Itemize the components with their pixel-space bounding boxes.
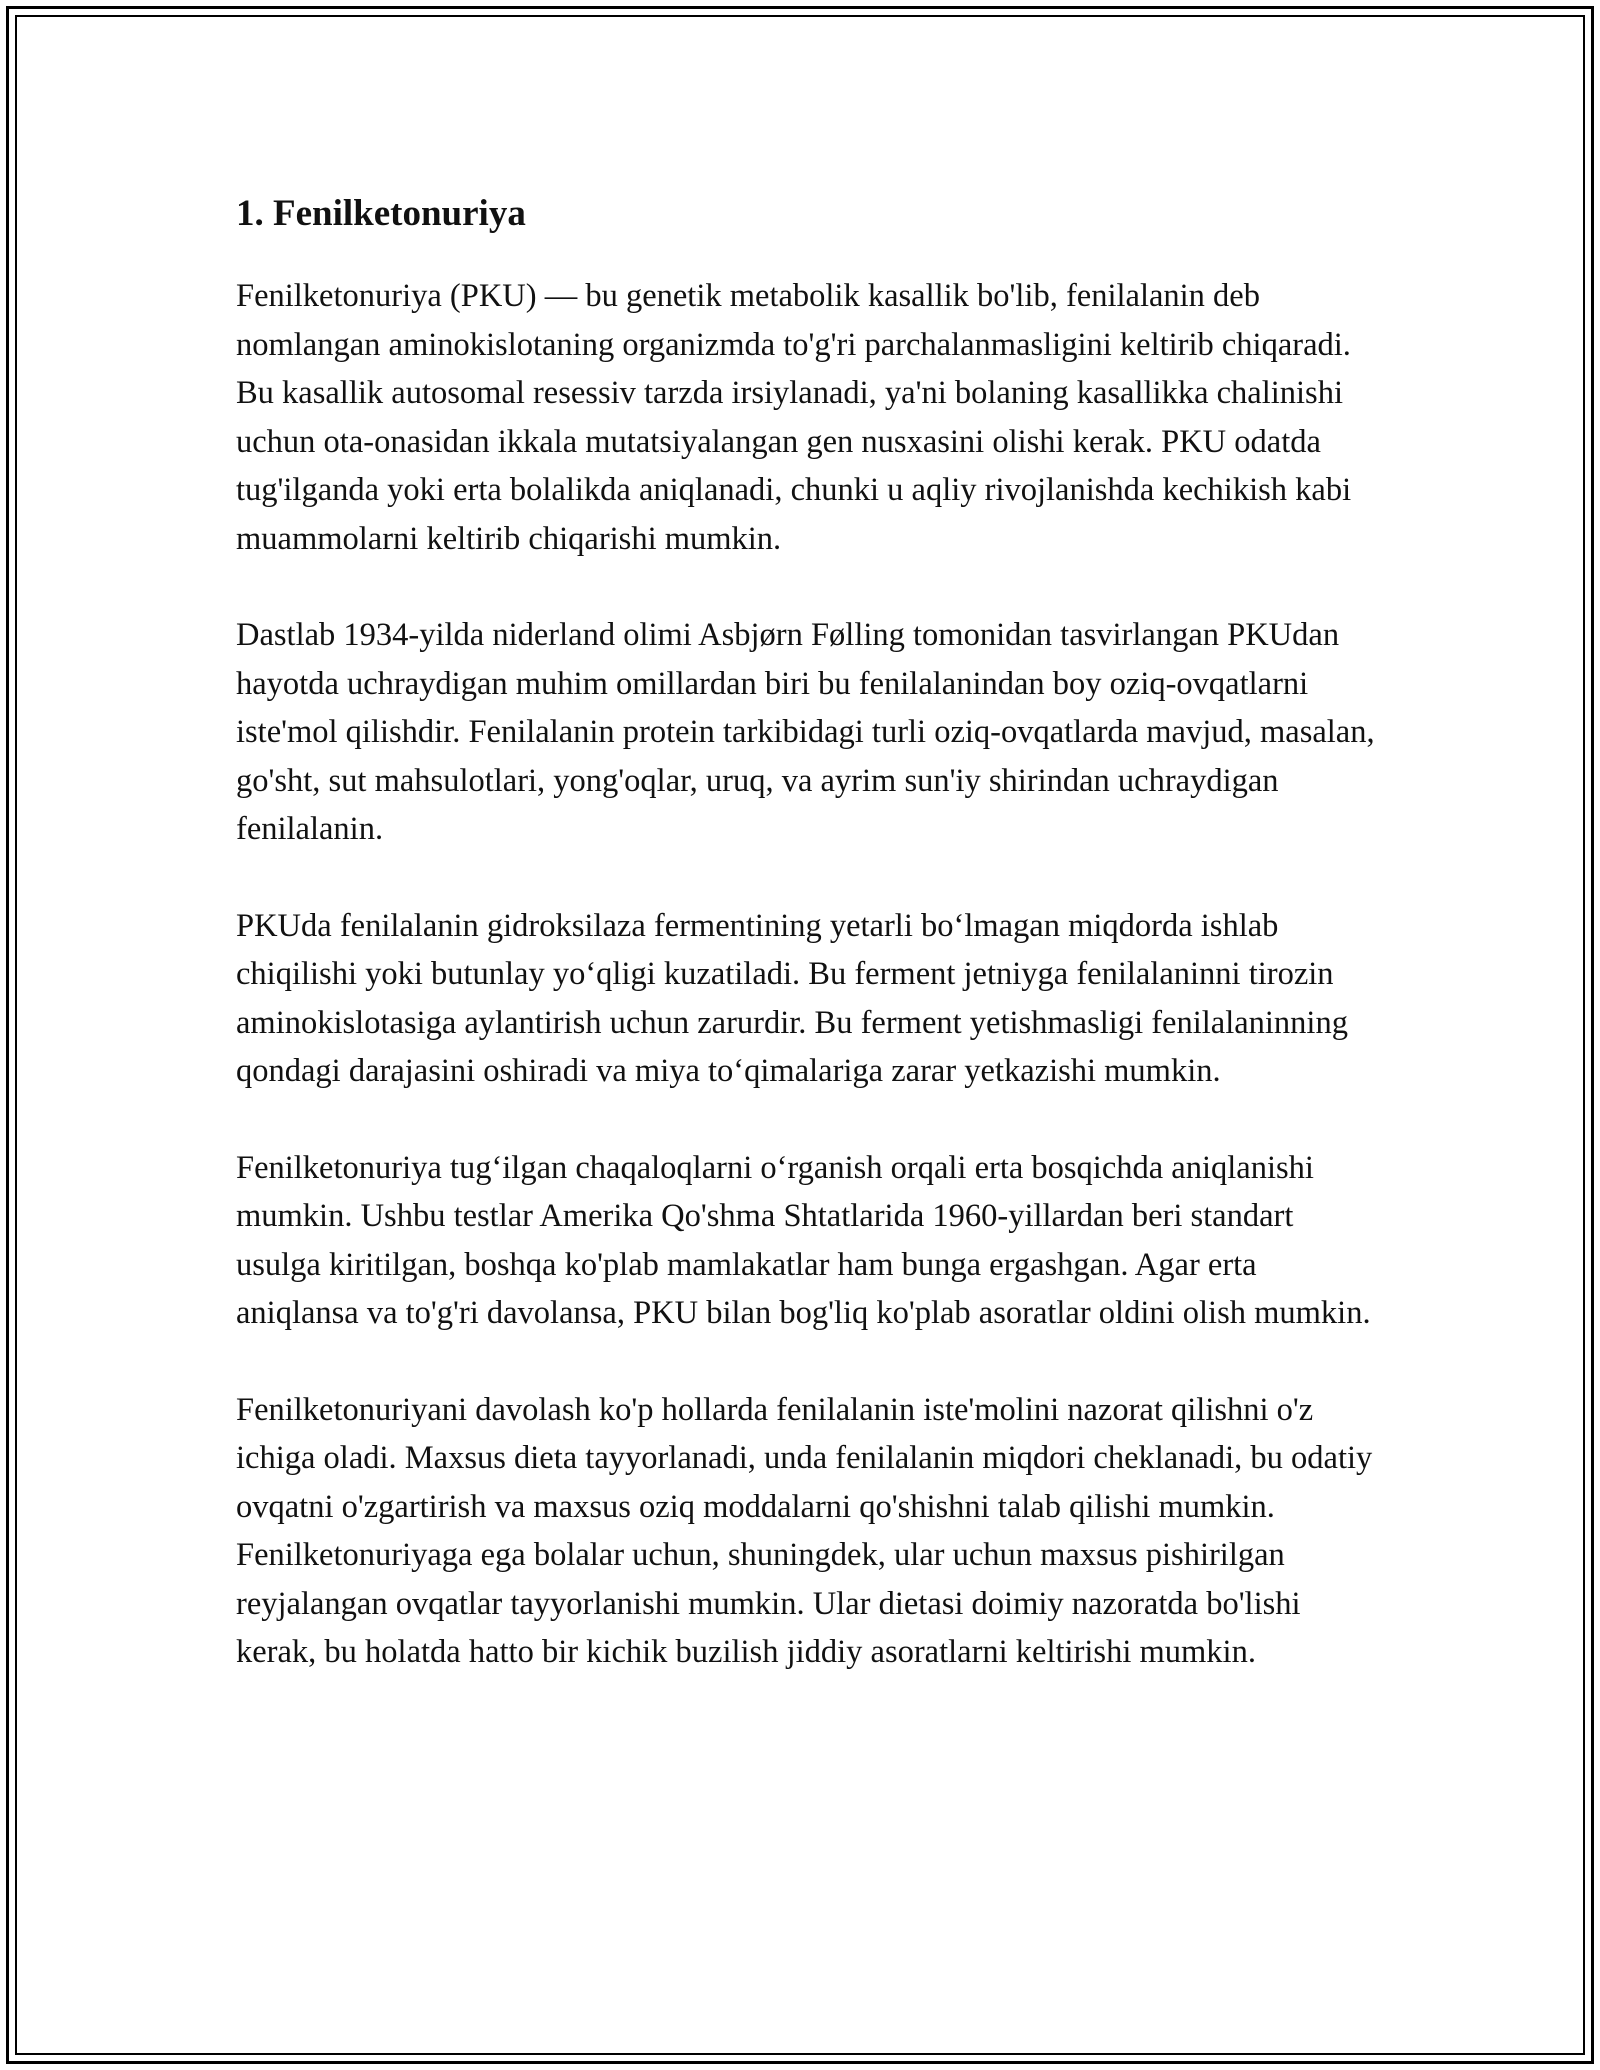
paragraph-treatment: Fenilketonuriyani davolash ko'p hollarda fenilalanin iste'molini nazorat qilishni o'z ichiga oladi. Maxsus dieta tayyorlanadi, unda fenilalanin miqdori cheklanadi, bu odatiy ovqatni o'zgartirish va maxsus oziq moddalarni qo'shishni talab qilishi mumkin. Fenilketonuriyaga ega bolalar uchun, shuningdek, ular uchun maxsus pishirilgan reyjalangan ovqatlar tayyorlanishi mumkin. Ular dietasi doimiy nazoratda bo'lishi kerak, bu holatda hatto bir kichik buzilish jiddiy asoratlarni keltirishi mumkin. <box>236 1391 1373 1670</box>
document-body <box>236 184 1376 1677</box>
paragraph-enzyme: PKUda fenilalanin gidroksilaza fermentining yetarli bo‘lmagan miqdorda ishlab chiqilishi yoki butunlay yo‘qligi kuzatiladi. Bu ferment jetniyga fenilalaninni tirozin aminokislotasiga aylantirish uchun zarurdir. Bu ferment yetishmasligi fenilalaninning qondagi darajasini oshiradi va miya to‘qimalariga zarar yetkazishi mumkin. <box>236 907 1348 1089</box>
paragraph-history: Dastlab 1934-yilda niderland olimi Asbjørn Følling tomonidan tasvirlangan PKUdan hayotda uchraydigan muhim omillardan biri bu fenilalanindan boy oziq-ovqatlarni iste'mol qilishdir. Fenilalanin protein tarkibidagi turli oziq-ovqatlarda mavjud, masalan, go'sht, sut mahsulotlari, yong'oqlar, uruq, va ayrim sun'iy shirindan uchraydigan fenilalanin. <box>236 617 1375 847</box>
paragraph-screening: Fenilketonuriya tug‘ilgan chaqaloqlarni o‘rganish orqali erta bosqichda aniqlanishi mumkin. Ushbu testlar Amerika Qo'shma Shtatlarida 1960-yillardan beri standart usulga kiritilgan, boshqa ko'plab mamlakatlar ham bunga ergashgan. Agar erta aniqlansa va to'g'ri davolansa, PKU bilan bog'liq ko'plab asoratlar oldini olish mumkin. <box>236 1149 1371 1331</box>
paragraph-intro: Fenilketonuriya (PKU) — bu genetik metabolik kasallik bo'lib, fenilalanin deb nomlangan aminokislotaning organizmda to'g'ri parchalanmasligini keltirib chiqaradi. Bu kasallik autosomal resessiv tarzda irsiylanadi, ya'ni bolaning kasallikka chalinishi uchun ota-onasidan ikkala mutatsiyalangan gen nusxasini olishi kerak. PKU odatda tug'ilganda yoki erta bolalikda aniqlanadi, chunki u aqliy rivojlanishda kechikish kabi muammolarni keltirib chiqarishi mumkin. <box>236 278 1352 557</box>
section-heading: 1. Fenilketonuriya <box>236 193 526 234</box>
